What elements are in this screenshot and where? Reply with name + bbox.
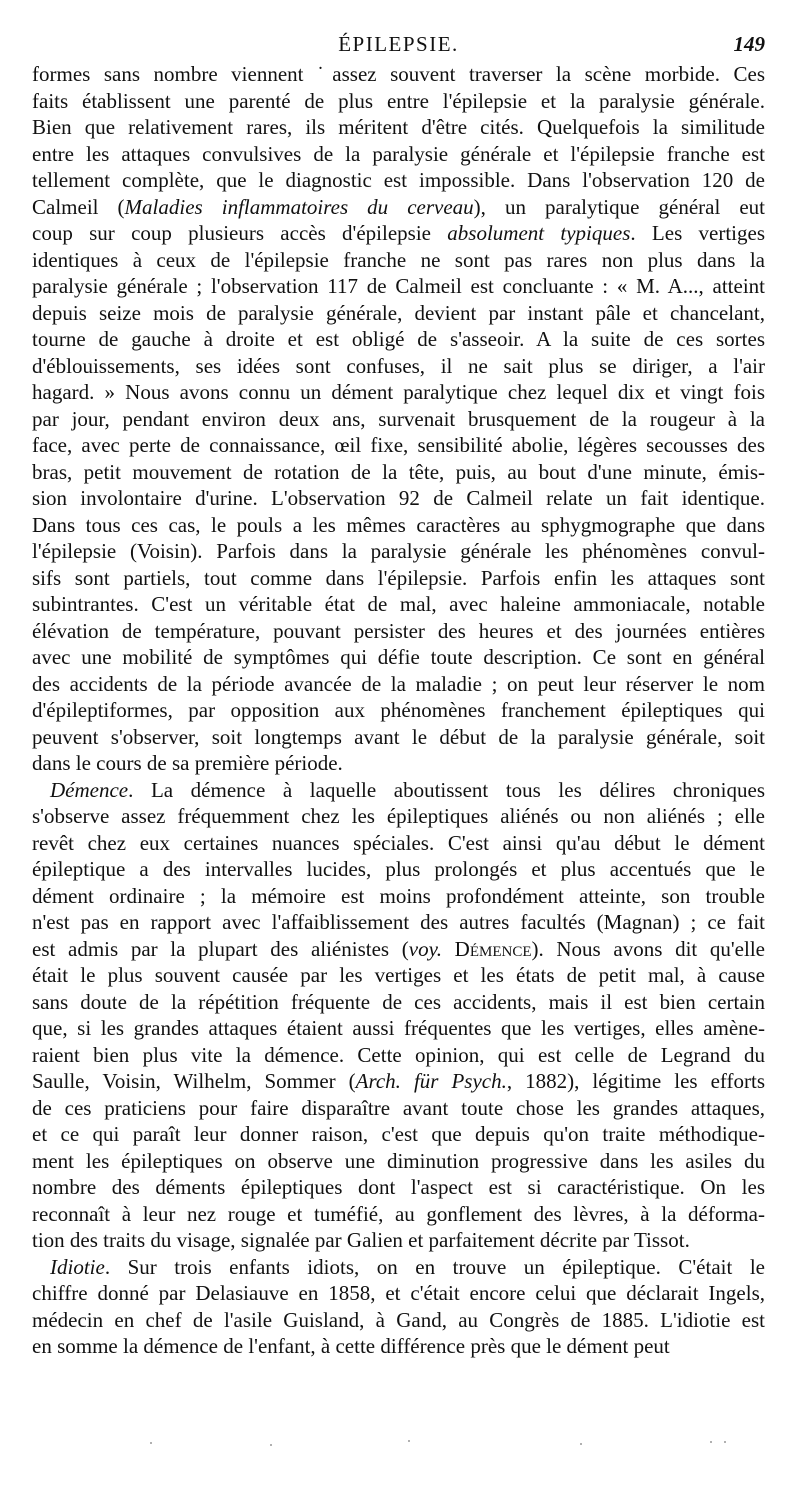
text-run: des accidents de la période avancée de la maladie ; on peut leur réserver le nom — [32, 671, 765, 696]
text-line — [32, 618, 765, 645]
text-run: formes sans nombre viennent ˙assez souvent traverser la scène morbide. Ces — [32, 62, 765, 86]
text-line — [32, 803, 765, 830]
text-run: ), un paralytique général eut — [473, 194, 765, 219]
text-run: épileptique a des intervalles lucides, plus prolongés et plus accentués que le — [32, 857, 765, 881]
text-run: d'éblouissements, ses idées sont confuses, il ne sait plus se diriger, a l'air — [32, 353, 765, 378]
text-run: paralysie générale ; l'observation 117 de Calmeil est concluante : « M. A..., atteint — [32, 274, 765, 298]
text-run: tourne de gauche à droite et est obligé de s'asseoir. A la suite de ces sortes — [32, 327, 765, 351]
page-header — [32, 32, 765, 58]
text-line — [32, 326, 765, 353]
text-run: par jour, pendant environ deux ans, survenait brusquement de la rougeur à la — [32, 406, 765, 431]
text-run: coup sur coup plusieurs accès d'épilepsie — [32, 221, 448, 245]
text-line — [32, 1307, 765, 1334]
text-run: entre les attaques convulsives de la paralysie générale et l'épilepsie franche est — [32, 141, 765, 166]
text-line — [32, 512, 765, 539]
italic-run: absolument typiques — [447, 221, 631, 245]
text-run: n'est pas en rapport avec l'affaiblissement des autres facultés (Magnan) ; ce fait — [32, 910, 765, 934]
text-line — [32, 61, 765, 88]
text-run: était le plus souvent causée par les vertiges et les états de petit mal, à cause — [32, 963, 765, 987]
text-line — [32, 777, 765, 804]
text-run: . La démence à laquelle aboutissent tous les délires chroniques — [128, 777, 765, 802]
text-line — [32, 114, 765, 141]
text-line — [32, 485, 765, 512]
text-line — [32, 750, 765, 777]
text-run: de ces praticiens pour faire disparaître avant toute chose les grandes attaques, — [32, 1095, 765, 1120]
text-line — [32, 1121, 765, 1148]
text-line — [32, 697, 765, 724]
text-run: Calmeil ( — [32, 194, 125, 219]
text-line — [32, 856, 765, 883]
text-run: subintrantes. C'est un véritable état de mal, avec haleine ammoniacale, notable — [32, 592, 765, 616]
text-line — [32, 220, 765, 247]
text-run: chiffre donné par Delasiauve en 1858, et c'était encore celui que déclarait Ingels, — [32, 1281, 765, 1305]
text-run: depuis seize mois de paralysie générale, devient par instant pâle et chancelant, — [32, 300, 765, 325]
text-run: sion involontaire d'urine. L'observation 92 de Calmeil relate un fait identique. — [32, 486, 765, 510]
text-line — [32, 141, 765, 168]
text-line — [32, 353, 765, 380]
text-line — [32, 538, 765, 565]
text-line — [32, 1201, 765, 1228]
text-run: sifs sont partiels, tout comme dans l'épilepsie. Parfois enfin les attaques sont — [32, 565, 765, 590]
text-line — [32, 247, 765, 274]
text-line — [32, 167, 765, 194]
text-line — [32, 194, 765, 221]
text-line — [32, 1095, 765, 1122]
body-text — [32, 61, 765, 1360]
text-line — [32, 379, 765, 406]
text-line — [32, 565, 765, 592]
text-line — [32, 644, 765, 671]
text-run: peuvent s'observer, soit longtemps avant le début de la paralysie générale, soit — [32, 724, 765, 749]
text-run: Bien que relativement rares, ils méritent d'être cités. Quelquefois la similitude — [32, 115, 765, 139]
text-run: nombre des déments épileptiques dont l'aspect est si caractéristique. On les — [32, 1175, 765, 1199]
text-run: . Sur trois enfants idiots, on en trouve un épileptique. C'était le — [104, 1254, 765, 1279]
small-caps-run: Démence — [454, 936, 532, 961]
text-line — [32, 432, 765, 459]
page-number: 149 — [733, 32, 765, 56]
text-line — [32, 1174, 765, 1201]
text-run: , 1882), légitime les efforts — [506, 1069, 765, 1093]
text-run: ment les épileptiques on observe une diminution progressive dans les asiles du — [32, 1148, 765, 1173]
text-run: bras, petit mouvement de rotation de la tête, puis, au bout d'une minute, émis- — [32, 459, 765, 484]
text-run: d'épileptiformes, par opposition aux phénomènes franchement épileptiques qui — [32, 698, 765, 722]
text-line — [32, 300, 765, 327]
text-run: élévation de température, pouvant persister des heures et des journées entières — [32, 618, 765, 643]
italic-run: Idiotie — [50, 1254, 105, 1279]
text-line — [32, 962, 765, 989]
text-run: tellement complète, que le diagnostic est impossible. Dans l'observation 120 de — [32, 168, 765, 192]
text-line — [32, 591, 765, 618]
text-run: . Les vertiges — [630, 221, 766, 245]
text-run: et ce qui paraît leur donner raison, c'est que depuis qu'on traite méthodique- — [32, 1122, 765, 1146]
text-run: tion des traits du visage, signalée par Galien et parfaitement décrite par Tissot. — [32, 1228, 690, 1252]
text-run: l'épilepsie (Voisin). Parfois dans la paralysie générale les phénomènes convul- — [32, 539, 765, 563]
italic-run: Maladies inflammatoires du cerveau — [124, 194, 474, 219]
text-run: Dans tous ces cas, le pouls a les mêmes caractères au sphygmographe que dans — [32, 512, 765, 537]
text-run: que, si les grandes attaques étaient aussi fréquentes que les vertiges, elles amène- — [32, 1016, 765, 1040]
text-line — [32, 1068, 765, 1095]
text-run: face, avec perte de connaissance, œil fixe, sensibilité abolie, légères secousses des — [32, 433, 765, 457]
text-run: hagard. » Nous avons connu un dément paralytique chez lequel dix et vingt fois — [32, 380, 765, 404]
text-run: identiques à ceux de l'épilepsie franche ne sont pas rares non plus dans la — [32, 247, 765, 272]
italic-run: Démence — [50, 777, 129, 802]
text-run: faits établissent une parenté de plus entre l'épilepsie et la paralysie générale. — [32, 88, 765, 113]
text-line — [32, 1227, 765, 1254]
text-run: dément ordinaire ; la mémoire est moins profondément atteinte, son trouble — [32, 883, 765, 908]
text-run: avec une mobilité de symptômes qui défie toute description. Ce sont en général — [32, 645, 765, 669]
text-line — [32, 459, 765, 486]
italic-run: Arch. für Psych. — [355, 1069, 507, 1093]
text-line — [32, 909, 765, 936]
text-line — [32, 406, 765, 433]
text-line — [32, 1254, 765, 1281]
text-run — [442, 937, 455, 961]
italic-run: voy. — [408, 936, 442, 961]
text-line — [32, 671, 765, 698]
text-run: revêt chez eux certaines nuances spéciales. C'est ainsi qu'au début le dément — [32, 830, 765, 855]
text-line — [32, 1280, 765, 1307]
text-run: est admis par la plupart des aliénistes ( — [32, 936, 409, 961]
text-line — [32, 883, 765, 910]
text-run: en somme la démence de l'enfant, à cette différence près que le dément peut — [32, 1334, 670, 1358]
text-line — [32, 936, 765, 963]
paper-specks — [150, 1440, 750, 1450]
text-line — [32, 1015, 765, 1042]
text-line — [32, 989, 765, 1016]
text-run: s'observe assez fréquemment chez les épileptiques aliénés ou non aliénés ; elle — [32, 804, 765, 828]
text-run: Saulle, Voisin, Wilhelm, Sommer ( — [32, 1069, 356, 1093]
text-run: ). Nous avons dit qu'elle — [531, 936, 765, 961]
text-run: médecin en chef de l'asile Guisland, à Gand, au Congrès de 1885. L'idiotie est — [32, 1307, 765, 1332]
text-line — [32, 273, 765, 300]
text-run: reconnaît à leur nez rouge et tuméfié, au gonflement des lèvres, à la déforma- — [32, 1201, 765, 1226]
text-line — [32, 88, 765, 115]
text-run: raient bien plus vite la démence. Cette opinion, qui est celle de Legrand du — [32, 1042, 765, 1067]
text-line — [32, 1333, 765, 1360]
text-line — [32, 724, 765, 751]
text-run: dans le cours de sa première période. — [32, 751, 343, 775]
text-line — [32, 830, 765, 857]
running-title: ÉPILEPSIE. — [338, 32, 459, 56]
text-line — [32, 1148, 765, 1175]
text-line — [32, 1042, 765, 1069]
text-run: sans doute de la répétition fréquente de ces accidents, mais il est bien certain — [32, 989, 765, 1014]
